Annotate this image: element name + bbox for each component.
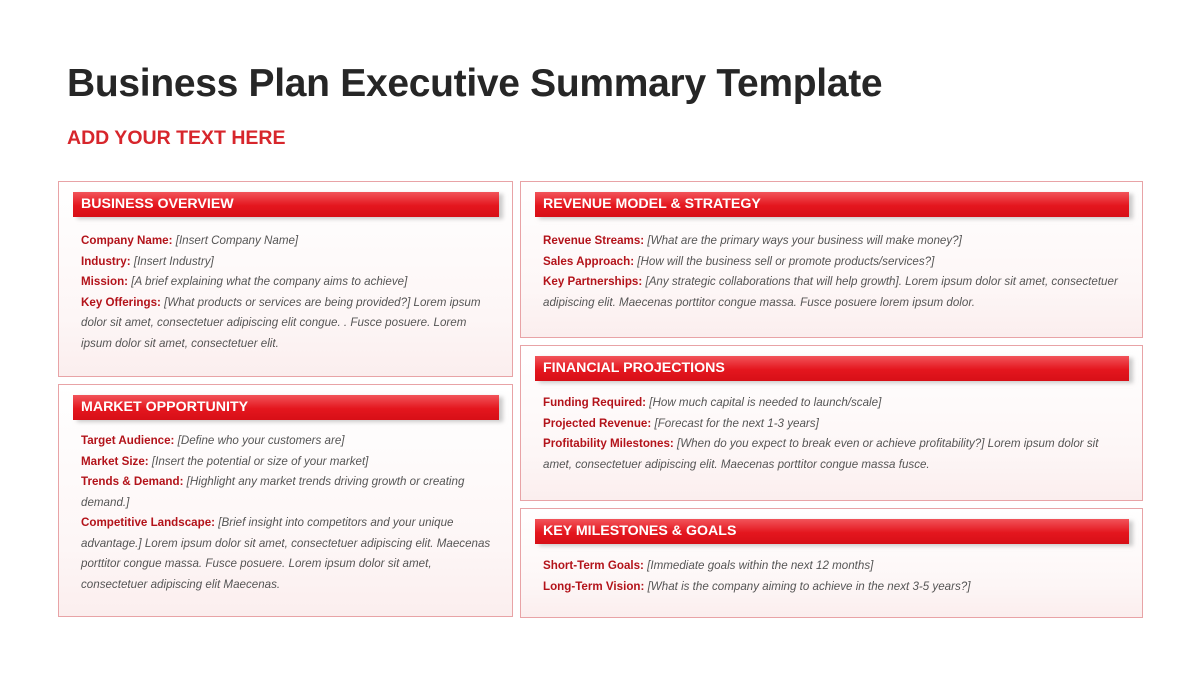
item-label: Revenue Streams:: [543, 234, 645, 247]
list-item: [543, 272, 1118, 313]
card-business-overview: [58, 181, 513, 377]
list-item: [543, 252, 1118, 273]
item-text: [Brief insight into competitors and your unique advantage.] Lorem ipsum dolor sit amet, consectetuer adipiscing elit. Maecenas porttitor congue massa. Fusce posuere. Lorem ipsum dolor sit amet, consectetuer adipiscing elit Maecenas.: [81, 516, 491, 591]
list-item: [543, 556, 1118, 577]
card-body: [81, 431, 491, 595]
card-header: KEY MILESTONES & GOALS: [535, 519, 1129, 544]
item-label: Long-Term Vision:: [543, 579, 645, 593]
list-item: [543, 434, 1118, 475]
item-text: [Any strategic collaborations that will help growth]. Lorem ipsum dolor sit amet, consectetuer adipiscing elit. Maecenas porttitor congue massa. Fusce posuere lorem ipsum dolor.: [543, 275, 1118, 309]
card-header: FINANCIAL PROJECTIONS: [535, 356, 1129, 381]
card-revenue-model: [520, 181, 1143, 338]
item-label: Short-Term Goals:: [543, 559, 644, 572]
card-body: [81, 231, 491, 354]
item-text: [When do you expect to break even or achieve profitability?] Lorem ipsum dolor sit amet, consectetuer adipiscing elit. Maecenas porttitor congue massa fusce.: [543, 437, 1099, 471]
item-text: [Forecast for the next 1-3 years]: [654, 416, 819, 430]
list-item: [543, 393, 1118, 414]
item-label: Market Size:: [81, 454, 149, 468]
page-subtitle: ADD YOUR TEXT HERE: [67, 127, 286, 149]
card-header: MARKET OPPORTUNITY: [73, 395, 499, 420]
card-body: [543, 556, 1118, 597]
list-item: [81, 452, 491, 473]
item-text: [Define who your customers are]: [177, 434, 345, 447]
item-label: Key Partnerships:: [543, 275, 643, 288]
card-header: REVENUE MODEL & STRATEGY: [535, 192, 1129, 217]
card-body: [543, 393, 1118, 475]
item-label: Sales Approach:: [543, 254, 635, 268]
page-title: Business Plan Executive Summary Template: [67, 62, 883, 105]
item-label: Competitive Landscape:: [81, 516, 216, 529]
card-financial-projections: [520, 345, 1143, 501]
item-text: [What products or services are being provided?] Lorem ipsum dolor sit amet, consectetuer adipiscing elit congue. . Fusce posuere. Lorem ipsum dolor sit amet, consectetuer elit.: [81, 295, 481, 350]
item-label: Target Audience:: [81, 434, 175, 447]
item-label: Mission:: [81, 275, 129, 288]
item-label: Industry:: [81, 254, 131, 268]
list-item: [81, 431, 491, 452]
list-item: [81, 293, 491, 355]
item-text: [Insert Industry]: [133, 254, 214, 268]
item-text: [Insert Company Name]: [175, 234, 299, 247]
item-text: [A brief explaining what the company aims to achieve]: [131, 275, 408, 288]
item-text: [How will the business sell or promote products/services?]: [637, 254, 935, 268]
list-item: [543, 414, 1118, 435]
list-item: [81, 513, 491, 595]
item-label: Trends & Demand:: [81, 475, 184, 488]
item-text: [What are the primary ways your business will make money?]: [647, 234, 962, 247]
card-body: [543, 231, 1118, 313]
list-item: [81, 231, 491, 252]
item-label: Company Name:: [81, 234, 173, 247]
item-text: [Immediate goals within the next 12 months]: [647, 559, 874, 572]
item-text: [Insert the potential or size of your market]: [151, 454, 369, 468]
list-item: [81, 252, 491, 273]
item-text: [How much capital is needed to launch/scale]: [649, 396, 882, 409]
list-item: [81, 272, 491, 293]
item-text: [What is the company aiming to achieve in the next 3-5 years?]: [647, 579, 971, 593]
card-market-opportunity: [58, 384, 513, 617]
item-label: Funding Required:: [543, 396, 647, 409]
list-item: [81, 472, 491, 513]
item-label: Profitability Milestones:: [543, 437, 674, 450]
item-label: Projected Revenue:: [543, 416, 652, 430]
item-text: [Highlight any market trends driving growth or creating demand.]: [81, 475, 465, 509]
card-key-milestones: [520, 508, 1143, 618]
list-item: [543, 577, 1118, 598]
list-item: [543, 231, 1118, 252]
card-header: BUSINESS OVERVIEW: [73, 192, 499, 217]
item-label: Key Offerings:: [81, 295, 161, 309]
